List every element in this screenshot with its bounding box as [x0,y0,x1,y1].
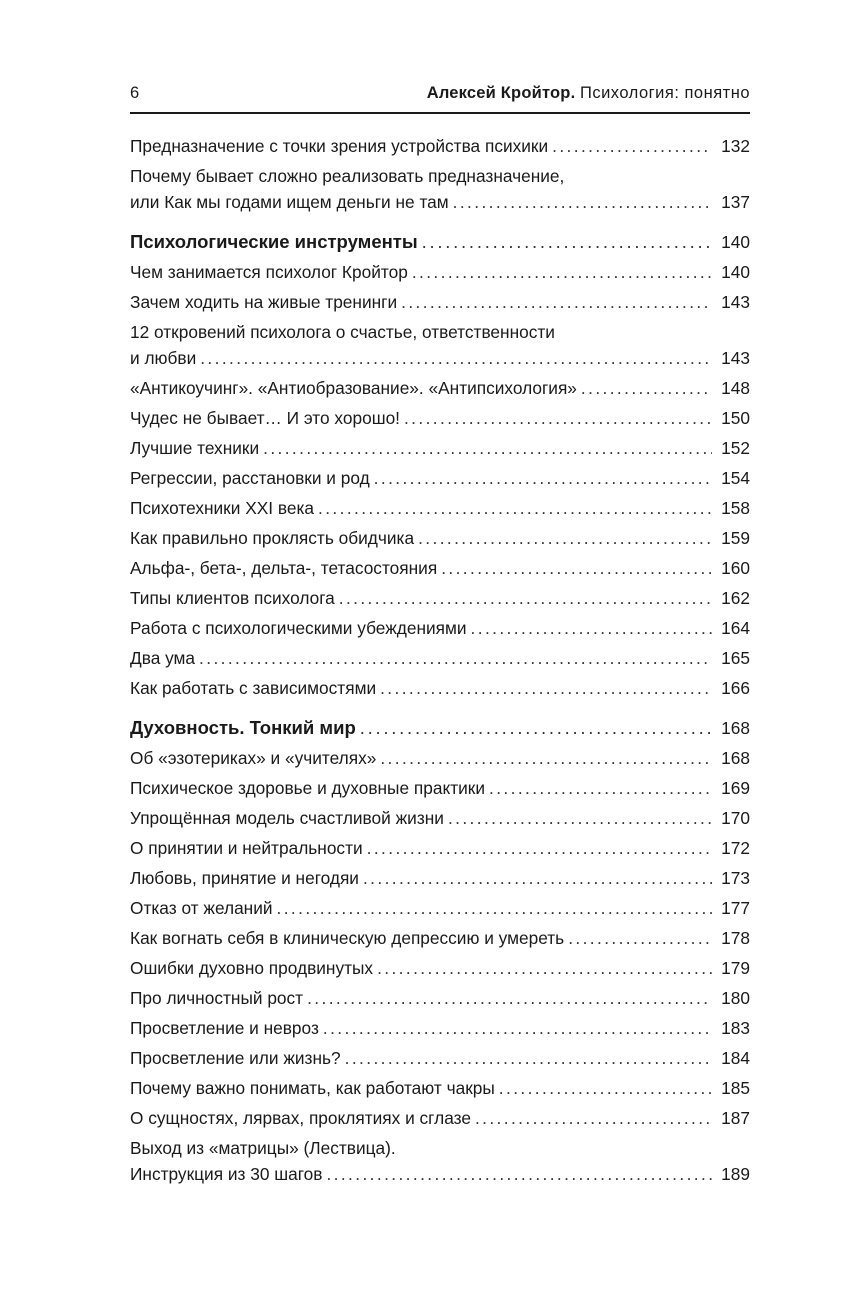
toc-page-number: 164 [721,618,750,638]
dot-leader [323,1015,712,1041]
toc-page-number: 148 [721,378,750,398]
toc-page-number: 154 [721,468,750,488]
toc-entry-title: Типы клиентов психолога [130,588,335,608]
toc-page-number: 140 [721,262,750,282]
toc-page-number: 165 [721,648,750,668]
dot-leader [199,645,712,671]
toc-page-number: 183 [721,1018,750,1038]
toc-entry-title: Два ума [130,648,196,668]
toc-entry-row [130,375,750,401]
toc-entry-row [130,229,750,255]
toc-entry-row [130,259,750,285]
running-header [130,84,750,108]
toc-page-number: 158 [721,498,750,518]
dot-leader [380,745,712,771]
toc-entry-title: Любовь, принятие и негодяи [130,868,359,888]
toc-entry-row [130,189,750,215]
toc-entry-row [130,745,750,771]
toc-entry-title: О принятии и нейтральности [130,838,363,858]
toc-entry-row [130,1105,750,1131]
toc-page-number: 137 [721,192,750,212]
toc-entry[interactable] [130,805,750,831]
dot-leader [263,435,712,461]
toc-entry-title: Как правильно проклясть обидчика [130,528,415,548]
toc-entry-title: Ошибки духовно продвинутых [130,958,374,978]
toc-page-number: 170 [721,808,750,828]
toc-entry-title: Просветление и невроз [130,1018,319,1038]
toc-entry[interactable] [130,435,750,461]
dot-leader [404,405,712,431]
toc-entry[interactable] [130,985,750,1011]
dot-leader [363,865,712,891]
toc-entry-row [130,645,750,671]
dot-leader [200,345,712,371]
toc-entry-title-line: 12 откровений психолога о счастье, ответственности [130,322,555,342]
toc-entry-row [130,775,750,801]
toc-entry-row [130,1015,750,1041]
toc-entry[interactable] [130,1105,750,1131]
toc-entry[interactable] [130,133,750,159]
toc-entry-row [130,865,750,891]
toc-entry-row [130,895,750,921]
header-rule [130,112,750,114]
toc-entry[interactable] [130,495,750,521]
toc-entry[interactable] [130,645,750,671]
dot-leader [552,133,712,159]
toc-page-number: 178 [721,928,750,948]
toc-entry-row [130,1075,750,1101]
toc-entry-row [130,1045,750,1071]
dot-leader [499,1075,712,1101]
toc-page-number: 169 [721,778,750,798]
toc-entry-title: Просветление или жизнь? [130,1048,341,1068]
dot-leader [568,925,712,951]
toc-entry[interactable] [130,319,750,371]
toc-entry-title: О сущностях, лярвах, проклятиях и сглазе [130,1108,471,1128]
toc-page-number: 187 [721,1108,750,1128]
toc-entry-row [130,1161,750,1187]
dot-leader [475,1105,712,1131]
dot-leader [318,495,712,521]
toc-entry-title: и любви [130,348,197,368]
dot-leader [401,289,712,315]
dot-leader [441,555,712,581]
toc-entry-row [130,805,750,831]
toc-entry-title: Альфа-, бета-, дельта-, тетасостояния [130,558,438,578]
dot-leader [422,229,712,255]
toc-entry-title: Духовность. Тонкий мир [130,717,356,738]
toc-entry-row [130,585,750,611]
toc-entry-row [130,835,750,861]
book-title: Психология: понятно [579,84,750,102]
toc-entry[interactable] [130,865,750,891]
toc-entry[interactable] [130,1075,750,1101]
toc-entry[interactable] [130,925,750,951]
toc-entry-title: Зачем ходить на живые тренинги [130,292,398,312]
toc-section-heading[interactable] [130,715,750,741]
toc-page-number: 173 [721,868,750,888]
dot-leader [377,955,712,981]
dot-leader [471,615,712,641]
dot-leader [307,985,712,1011]
dot-leader [326,1161,712,1187]
toc-entry[interactable] [130,745,750,771]
toc-entry-row [130,465,750,491]
toc-entry-row [130,405,750,431]
toc-entry[interactable] [130,775,750,801]
toc-entry-title: Чем занимается психолог Кройтор [130,262,408,282]
toc-entry-title: «Антикоучинг». «Антиобразование». «Антипсихология» [130,378,577,398]
toc-page-number: 184 [721,1048,750,1068]
toc-entry[interactable] [130,615,750,641]
toc-entry[interactable] [130,525,750,551]
toc-entry[interactable] [130,1135,750,1187]
toc-entry-row [130,345,750,371]
toc-page-number: 152 [721,438,750,458]
toc-entry-title: или Как мы годами ищем деньги не там [130,192,449,212]
toc-page-number: 185 [721,1078,750,1098]
toc-entry-title: Как работать с зависимостями [130,678,377,698]
toc-entry[interactable] [130,1045,750,1071]
running-title [427,84,750,103]
toc-entry-title: Предназначение с точки зрения устройства психики [130,136,549,156]
toc-entry-row [130,675,750,701]
toc-entry-row [130,495,750,521]
toc-page-number: 179 [721,958,750,978]
toc-section-heading[interactable] [130,229,750,255]
toc-page-number: 159 [721,528,750,548]
toc-entry-title: Отказ от желаний [130,898,273,918]
toc-entry-row [130,555,750,581]
toc-entry-row [130,435,750,461]
toc-entry-title: Работа с психологическими убеждениями [130,618,467,638]
toc-entry-title: Упрощённая модель счастливой жизни [130,808,444,828]
toc-entry[interactable] [130,675,750,701]
toc-entry[interactable] [130,289,750,315]
dot-leader [345,1045,712,1071]
toc-page-number: 189 [721,1164,750,1184]
toc-entry-row [130,925,750,951]
page-number: 6 [130,84,140,102]
toc-entry-title: Лучшие техники [130,438,260,458]
toc-page-number: 177 [721,898,750,918]
dot-leader [412,259,712,285]
toc-entry-row [130,289,750,315]
toc-entry-title: Об «эзотериках» и «учителях» [130,748,377,768]
dot-leader [581,375,712,401]
toc-entry-row [130,715,750,741]
toc-entry[interactable] [130,259,750,285]
dot-leader [489,775,712,801]
dot-leader [418,525,712,551]
toc-entry-row [130,525,750,551]
dot-leader [380,675,712,701]
toc-entry[interactable] [130,955,750,981]
toc-page-number: 143 [721,348,750,368]
toc-entry-title: Про личностный рост [130,988,304,1008]
toc-page-number: 180 [721,988,750,1008]
toc-entry-title-line: Выход из «матрицы» (Лествица). [130,1138,396,1158]
toc-entry-title: Регрессии, расстановки и род [130,468,370,488]
toc-entry-title: Почему важно понимать, как работают чакры [130,1078,495,1098]
dot-leader [277,895,712,921]
toc-entry[interactable] [130,585,750,611]
toc-entry[interactable] [130,163,750,215]
toc-page-number: 160 [721,558,750,578]
toc-page-number: 143 [721,292,750,312]
dot-leader [374,465,712,491]
dot-leader [339,585,712,611]
toc-entry-title: Как вогнать себя в клиническую депрессию и умереть [130,928,565,948]
toc-entry[interactable] [130,375,750,401]
toc-page-number: 150 [721,408,750,428]
toc-entry[interactable] [130,1015,750,1041]
toc-entry[interactable] [130,895,750,921]
toc-entry-row [130,615,750,641]
toc-page-number: 162 [721,588,750,608]
toc-page-number: 132 [721,136,750,156]
toc-entry-title-line: Почему бывает сложно реализовать предназначение, [130,166,565,186]
toc-entry-title: Инструкция из 30 шагов [130,1164,323,1184]
author-name: Алексей Кройтор. [426,84,576,102]
toc-entry[interactable] [130,555,750,581]
toc-entry-row [130,985,750,1011]
table-of-contents [130,133,750,1191]
toc-page-number: 172 [721,838,750,858]
toc-entry-title: Чудес не бывает… И это хорошо! [130,408,400,428]
toc-entry-title: Психическое здоровье и духовные практики [130,778,486,798]
dot-leader [453,189,712,215]
toc-page-number: 168 [721,718,750,738]
toc-page-number: 166 [721,678,750,698]
toc-page-number: 140 [721,232,750,252]
toc-entry[interactable] [130,405,750,431]
toc-entry-title: Психотехники XXI века [130,498,315,518]
toc-entry[interactable] [130,835,750,861]
toc-page-number: 168 [721,748,750,768]
dot-leader [367,835,712,861]
toc-entry-row [130,955,750,981]
dot-leader [448,805,712,831]
toc-entry[interactable] [130,465,750,491]
dot-leader [360,715,712,741]
toc-entry-title: Психологические инструменты [130,231,418,252]
toc-entry-row [130,133,750,159]
